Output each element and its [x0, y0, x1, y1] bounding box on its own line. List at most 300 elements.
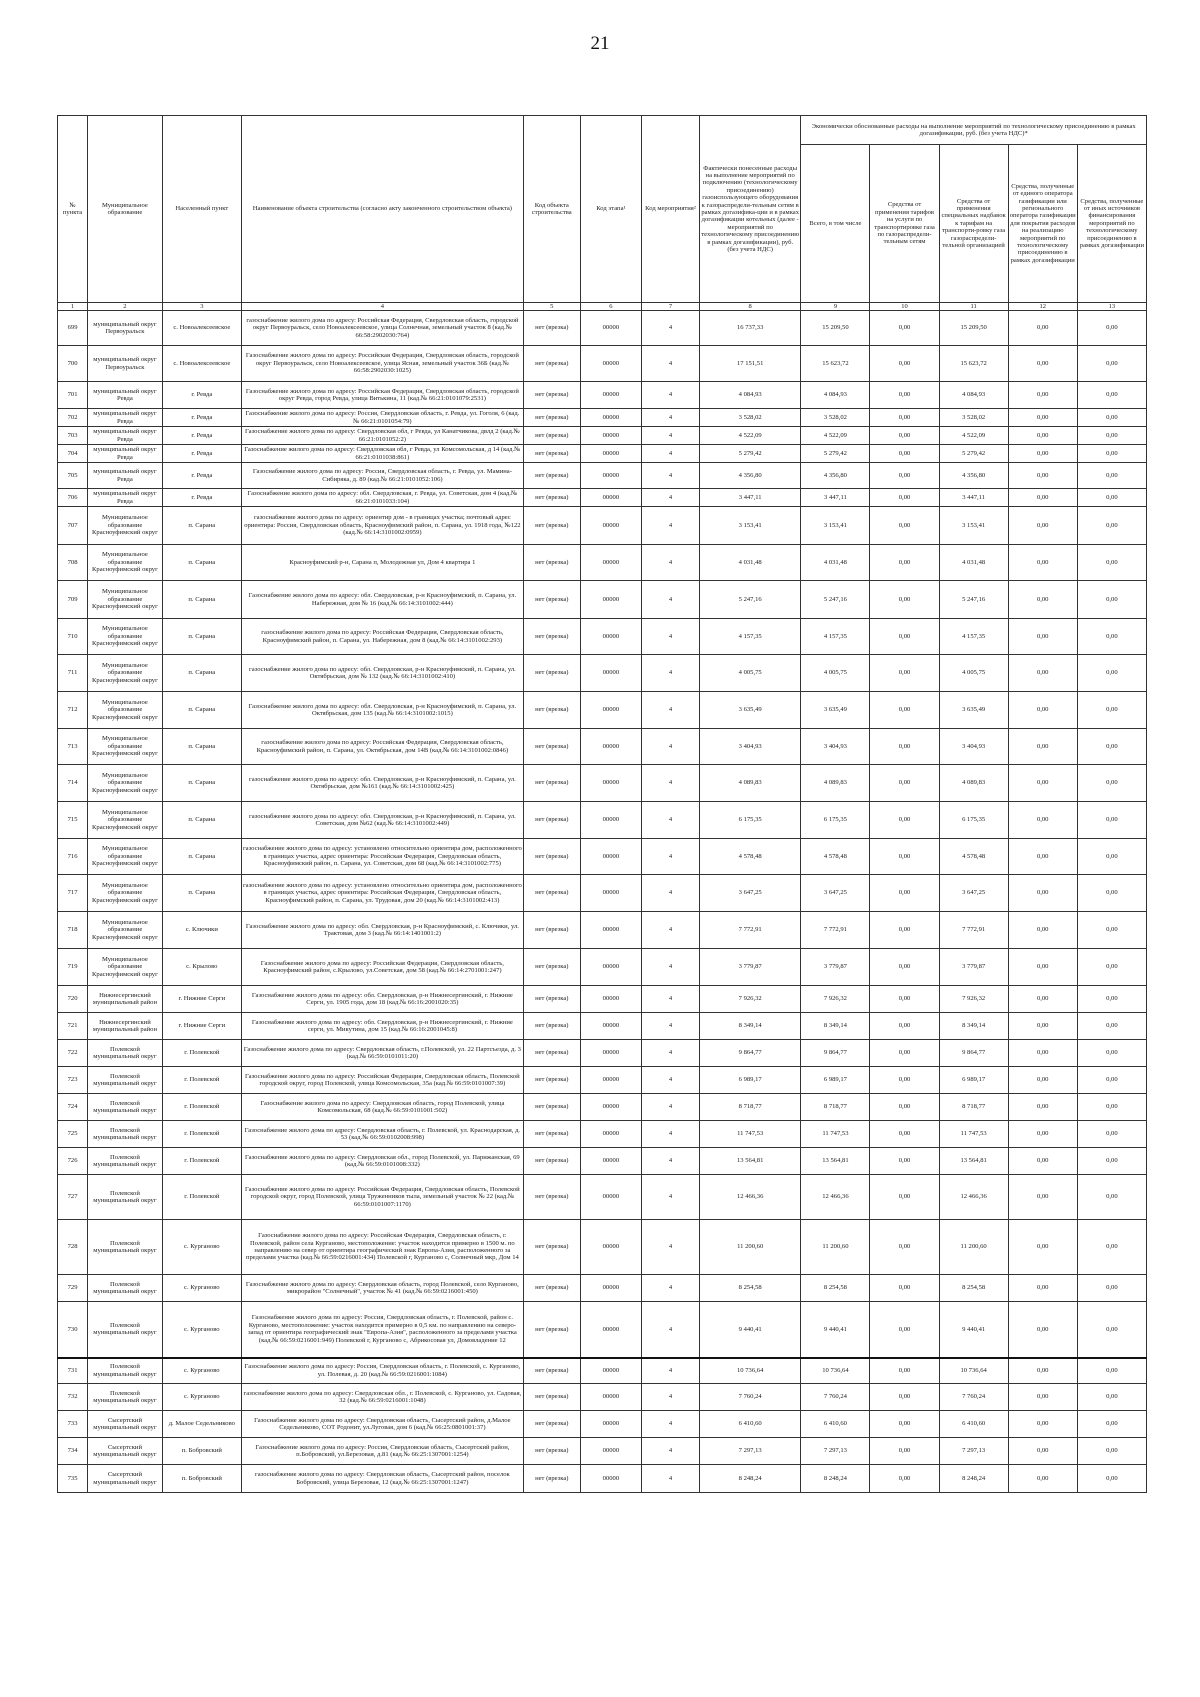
activity-code-cell: 4 [642, 765, 700, 802]
table-row [58, 346, 1147, 382]
object-code-cell: нет (врезка) [523, 986, 580, 1013]
municipality-cell: муниципальный округ Ревда [88, 489, 163, 507]
municipality-cell: муниципальный округ Первоуральск [88, 311, 163, 346]
object-code-cell: нет (врезка) [523, 1067, 580, 1094]
row-number-cell: 734 [58, 1438, 88, 1465]
total-costs-cell: 4 084,93 [801, 382, 870, 409]
actual-costs-cell: 4 578,48 [699, 839, 800, 875]
activity-code-cell: 4 [642, 1438, 700, 1465]
table-row [58, 949, 1147, 986]
other-sources-funds-cell: 0,00 [1077, 619, 1146, 655]
object-code-cell: нет (врезка) [523, 655, 580, 692]
stage-code-cell: 00000 [580, 1302, 641, 1358]
actual-costs-cell: 11 200,60 [699, 1220, 800, 1275]
column-number: 11 [939, 303, 1008, 311]
table-row [58, 1438, 1147, 1465]
single-operator-funds-cell: 0,00 [1008, 1148, 1077, 1175]
header-stage-code: Код этапа¹ [580, 116, 641, 303]
special-surcharge-funds-cell: 7 926,32 [939, 986, 1008, 1013]
settlement-cell: г. Ревда [162, 489, 241, 507]
object-code-cell: нет (врезка) [523, 346, 580, 382]
total-costs-cell: 3 404,93 [801, 729, 870, 765]
special-surcharge-funds-cell: 4 084,93 [939, 382, 1008, 409]
object-code-cell: нет (врезка) [523, 1275, 580, 1302]
object-name-cell: Газоснабжение жилого дома по адресу: Российская Федерация, Свердловская область, городской округ Первоуральск, село Новоалексеевское, улица Ясная, земельный участок 36Б (кад.№ 66:58:2902030:1025) [241, 346, 523, 382]
row-number-cell: 727 [58, 1175, 88, 1220]
single-operator-funds-cell: 0,00 [1008, 692, 1077, 729]
other-sources-funds-cell: 0,00 [1077, 1302, 1146, 1358]
total-costs-cell: 12 466,36 [801, 1175, 870, 1220]
object-name-cell: Газоснабжение жилого дома по адресу: Свердловская область, г.Полевской, ул. 22 Партсъезда, д. 3 (кад.№ 66:59:0101011:20) [241, 1040, 523, 1067]
settlement-cell: п. Бобровский [162, 1465, 241, 1493]
object-code-cell: нет (врезка) [523, 507, 580, 545]
header-group-title: Экономически обоснованные расходы на выполнение мероприятий по технологическому присоединению в рамках догазификации, руб. (без учета НДС)* [801, 116, 1147, 145]
table-row [58, 1302, 1147, 1358]
actual-costs-cell: 7 760,24 [699, 1384, 800, 1411]
transport-tariff-funds-cell: 0,00 [870, 1013, 939, 1040]
transport-tariff-funds-cell: 0,00 [870, 839, 939, 875]
single-operator-funds-cell: 0,00 [1008, 839, 1077, 875]
table-row [58, 619, 1147, 655]
municipality-cell: Нижнесергинский муниципальный район [88, 1013, 163, 1040]
row-number-cell: 730 [58, 1302, 88, 1358]
object-code-cell: нет (врезка) [523, 619, 580, 655]
single-operator-funds-cell: 0,00 [1008, 409, 1077, 427]
other-sources-funds-cell: 0,00 [1077, 1275, 1146, 1302]
special-surcharge-funds-cell: 9 864,77 [939, 1040, 1008, 1067]
transport-tariff-funds-cell: 0,00 [870, 692, 939, 729]
object-code-cell: нет (врезка) [523, 729, 580, 765]
transport-tariff-funds-cell: 0,00 [870, 1465, 939, 1493]
total-costs-cell: 3 153,41 [801, 507, 870, 545]
transport-tariff-funds-cell: 0,00 [870, 445, 939, 463]
total-costs-cell: 15 209,50 [801, 311, 870, 346]
stage-code-cell: 00000 [580, 445, 641, 463]
other-sources-funds-cell: 0,00 [1077, 346, 1146, 382]
other-sources-funds-cell: 0,00 [1077, 1094, 1146, 1121]
object-code-cell: нет (врезка) [523, 427, 580, 445]
row-number-cell: 731 [58, 1358, 88, 1384]
actual-costs-cell: 7 772,91 [699, 912, 800, 949]
object-name-cell: Газоснабжение жилого дома по адресу: обл. Свердловская, г. Ревда, ул. Советская, дом 4 (кад.№ 66:21:0101033:104) [241, 489, 523, 507]
object-name-cell: газоснабжение жилого дома по адресу: обл. Свердловская, р-н Красноуфимский, п. Сарана, ул. Октябрьская, дом №161 (кад.№ 66:14:3101002:425) [241, 765, 523, 802]
object-name-cell: Газоснабжение жилого дома по адресу: обл. Свердловская, р-н Красноуфимский, п. Сарана, ул. Октябрьская, дом 135 (кад.№ 66:14:3101002:1015) [241, 692, 523, 729]
activity-code-cell: 4 [642, 1220, 700, 1275]
total-costs-cell: 7 760,24 [801, 1384, 870, 1411]
object-name-cell: Газоснабжение жилого дома по адресу: Россия, Свердловская область, г. Полевской, район с. Курганово, местоположение: участок находится примерно в 0,5 км. по направлению на северо-запад от ориентира географический знак "Европа-Азия", расположенного за пределами участка (кад.№ 66:59:0216001:949) Полевской г, Курганово с, Абрикосовая ул, Домовладение 12 [241, 1302, 523, 1358]
special-surcharge-funds-cell: 6 989,17 [939, 1067, 1008, 1094]
actual-costs-cell: 8 254,58 [699, 1275, 800, 1302]
page-number: 21 [590, 33, 610, 54]
municipality-cell: Муниципальное образование Красноуфимский округ [88, 802, 163, 839]
object-name-cell: Газоснабжение жилого дома по адресу: Российская Федерация, Свердловская область, Красноуфимский район, с.Крылово, ул.Советская, дом 58 (кад.№ 66:14:2701001:247) [241, 949, 523, 986]
column-number: 7 [642, 303, 700, 311]
special-surcharge-funds-cell: 8 254,58 [939, 1275, 1008, 1302]
actual-costs-cell: 11 747,53 [699, 1121, 800, 1148]
special-surcharge-funds-cell: 9 440,41 [939, 1302, 1008, 1358]
special-surcharge-funds-cell: 4 157,35 [939, 619, 1008, 655]
transport-tariff-funds-cell: 0,00 [870, 949, 939, 986]
other-sources-funds-cell: 0,00 [1077, 692, 1146, 729]
transport-tariff-funds-cell: 0,00 [870, 346, 939, 382]
single-operator-funds-cell: 0,00 [1008, 986, 1077, 1013]
actual-costs-cell: 6 410,60 [699, 1411, 800, 1438]
object-code-cell: нет (врезка) [523, 1220, 580, 1275]
stage-code-cell: 00000 [580, 1411, 641, 1438]
settlement-cell: с. Крылово [162, 949, 241, 986]
object-code-cell: нет (врезка) [523, 1358, 580, 1384]
transport-tariff-funds-cell: 0,00 [870, 1384, 939, 1411]
object-code-cell: нет (врезка) [523, 545, 580, 581]
settlement-cell: г. Ревда [162, 409, 241, 427]
settlement-cell: с. Курганово [162, 1302, 241, 1358]
object-name-cell: газоснабжение жилого дома по адресу: обл. Свердловская, р-н Красноуфимский, п. Сарана, ул. Октябрьская, дом № 132 (кад.№ 66:14:3101002:410) [241, 655, 523, 692]
object-name-cell: Газоснабжение жилого дома по адресу: обл. Свердловская, р-н Красноуфимский, с. Ключики, ул. Трактовая, дом 3 (кад.№ 66:14:1401001:2) [241, 912, 523, 949]
total-costs-cell: 7 772,91 [801, 912, 870, 949]
single-operator-funds-cell: 0,00 [1008, 545, 1077, 581]
activity-code-cell: 4 [642, 619, 700, 655]
single-operator-funds-cell: 0,00 [1008, 765, 1077, 802]
activity-code-cell: 4 [642, 445, 700, 463]
special-surcharge-funds-cell: 4 522,09 [939, 427, 1008, 445]
special-surcharge-funds-cell: 3 153,41 [939, 507, 1008, 545]
actual-costs-cell: 4 005,75 [699, 655, 800, 692]
total-costs-cell: 4 356,80 [801, 463, 870, 489]
stage-code-cell: 00000 [580, 427, 641, 445]
special-surcharge-funds-cell: 4 005,75 [939, 655, 1008, 692]
municipality-cell: муниципальный округ Ревда [88, 463, 163, 489]
table-row [58, 1411, 1147, 1438]
row-number-cell: 711 [58, 655, 88, 692]
stage-code-cell: 00000 [580, 489, 641, 507]
other-sources-funds-cell: 0,00 [1077, 463, 1146, 489]
settlement-cell: г. Полевской [162, 1067, 241, 1094]
settlement-cell: п. Сарана [162, 619, 241, 655]
object-code-cell: нет (врезка) [523, 1013, 580, 1040]
header-other-sources: Средства, полученные от иных источников финансирования мероприятий по технологическому присоединению в рамках догазификации [1077, 145, 1146, 303]
municipality-cell: Полевской муниципальный округ [88, 1094, 163, 1121]
transport-tariff-funds-cell: 0,00 [870, 463, 939, 489]
municipality-cell: Полевской муниципальный округ [88, 1121, 163, 1148]
object-name-cell: Газоснабжение жилого дома по адресу: Свердловская область, Сысертский район, д.Малое Седельниково, СОТ Родонит, ул.Луговая, дом 6 (кад.№ 66:25:0801001:37) [241, 1411, 523, 1438]
special-surcharge-funds-cell: 7 760,24 [939, 1384, 1008, 1411]
stage-code-cell: 00000 [580, 1438, 641, 1465]
settlement-cell: г. Нижние Серги [162, 986, 241, 1013]
row-number-cell: 728 [58, 1220, 88, 1275]
object-code-cell: нет (врезка) [523, 463, 580, 489]
total-costs-cell: 7 926,32 [801, 986, 870, 1013]
row-number-cell: 709 [58, 581, 88, 619]
total-costs-cell: 9 440,41 [801, 1302, 870, 1358]
activity-code-cell: 4 [642, 1358, 700, 1384]
stage-code-cell: 00000 [580, 729, 641, 765]
stage-code-cell: 00000 [580, 949, 641, 986]
table-row [58, 875, 1147, 912]
object-name-cell: Газоснабжение жилого дома по адресу: обл. Свердловская, р-н Нижнесергинский, г. Нижние серги, ул. Микутина, дом 15 (кад.№ 66:16:2001045:8) [241, 1013, 523, 1040]
single-operator-funds-cell: 0,00 [1008, 912, 1077, 949]
activity-code-cell: 4 [642, 729, 700, 765]
transport-tariff-funds-cell: 0,00 [870, 912, 939, 949]
single-operator-funds-cell: 0,00 [1008, 875, 1077, 912]
table-row [58, 382, 1147, 409]
single-operator-funds-cell: 0,00 [1008, 619, 1077, 655]
activity-code-cell: 4 [642, 802, 700, 839]
stage-code-cell: 00000 [580, 1148, 641, 1175]
actual-costs-cell: 9 440,41 [699, 1302, 800, 1358]
special-surcharge-funds-cell: 12 466,36 [939, 1175, 1008, 1220]
transport-tariff-funds-cell: 0,00 [870, 1067, 939, 1094]
column-number: 2 [88, 303, 163, 311]
activity-code-cell: 4 [642, 409, 700, 427]
stage-code-cell: 00000 [580, 1013, 641, 1040]
actual-costs-cell: 3 447,11 [699, 489, 800, 507]
other-sources-funds-cell: 0,00 [1077, 1411, 1146, 1438]
activity-code-cell: 4 [642, 839, 700, 875]
activity-code-cell: 4 [642, 986, 700, 1013]
row-number-cell: 729 [58, 1275, 88, 1302]
stage-code-cell: 00000 [580, 1094, 641, 1121]
row-number-cell: 722 [58, 1040, 88, 1067]
municipality-cell: Полевской муниципальный округ [88, 1175, 163, 1220]
row-number-cell: 713 [58, 729, 88, 765]
object-code-cell: нет (врезка) [523, 1148, 580, 1175]
special-surcharge-funds-cell: 6 175,35 [939, 802, 1008, 839]
other-sources-funds-cell: 0,00 [1077, 802, 1146, 839]
municipality-cell: Муниципальное образование Красноуфимский округ [88, 912, 163, 949]
other-sources-funds-cell: 0,00 [1077, 445, 1146, 463]
transport-tariff-funds-cell: 0,00 [870, 1302, 939, 1358]
activity-code-cell: 4 [642, 427, 700, 445]
special-surcharge-funds-cell: 3 779,87 [939, 949, 1008, 986]
settlement-cell: п. Сарана [162, 581, 241, 619]
actual-costs-cell: 7 926,32 [699, 986, 800, 1013]
table-row [58, 1220, 1147, 1275]
settlement-cell: г. Полевской [162, 1148, 241, 1175]
total-costs-cell: 3 647,25 [801, 875, 870, 912]
other-sources-funds-cell: 0,00 [1077, 382, 1146, 409]
total-costs-cell: 9 864,77 [801, 1040, 870, 1067]
activity-code-cell: 4 [642, 346, 700, 382]
stage-code-cell: 00000 [580, 912, 641, 949]
total-costs-cell: 11 747,53 [801, 1121, 870, 1148]
object-name-cell: Газоснабжение жилого дома по адресу: Россия, Свердловская область, г. Ревда, ул. Гоголя, 6 (кад.№ 66:21:0101054:79) [241, 409, 523, 427]
total-costs-cell: 6 175,35 [801, 802, 870, 839]
table-row [58, 729, 1147, 765]
settlement-cell: г. Нижние Серги [162, 1013, 241, 1040]
single-operator-funds-cell: 0,00 [1008, 1302, 1077, 1358]
total-costs-cell: 10 736,64 [801, 1358, 870, 1384]
row-number-cell: 725 [58, 1121, 88, 1148]
total-costs-cell: 6 410,60 [801, 1411, 870, 1438]
activity-code-cell: 4 [642, 1302, 700, 1358]
other-sources-funds-cell: 0,00 [1077, 765, 1146, 802]
other-sources-funds-cell: 0,00 [1077, 1040, 1146, 1067]
municipality-cell: Муниципальное образование Красноуфимский округ [88, 765, 163, 802]
activity-code-cell: 4 [642, 1275, 700, 1302]
settlement-cell: г. Полевской [162, 1040, 241, 1067]
object-name-cell: газоснабжение жилого дома по адресу: Российская Федерация, Свердловская область, Красноуфимский район, п. Сарана, ул. Набережная, дом 8 (кад.№ 66:14:3101002:293) [241, 619, 523, 655]
table-header [58, 116, 1147, 311]
stage-code-cell: 00000 [580, 986, 641, 1013]
total-costs-cell: 8 349,14 [801, 1013, 870, 1040]
special-surcharge-funds-cell: 3 635,49 [939, 692, 1008, 729]
object-name-cell: Газоснабжение жилого дома по адресу: Россия, Свердловская область, г. Ревда, ул. Мамина-Сибиряка, д. 89 (кад.№ 66:21:0101052:106) [241, 463, 523, 489]
settlement-cell: п. Сарана [162, 655, 241, 692]
actual-costs-cell: 3 528,02 [699, 409, 800, 427]
other-sources-funds-cell: 0,00 [1077, 1438, 1146, 1465]
single-operator-funds-cell: 0,00 [1008, 949, 1077, 986]
municipality-cell: Полевской муниципальный округ [88, 1220, 163, 1275]
special-surcharge-funds-cell: 7 297,13 [939, 1438, 1008, 1465]
transport-tariff-funds-cell: 0,00 [870, 729, 939, 765]
total-costs-cell: 5 279,42 [801, 445, 870, 463]
stage-code-cell: 00000 [580, 581, 641, 619]
stage-code-cell: 00000 [580, 507, 641, 545]
row-number-cell: 720 [58, 986, 88, 1013]
actual-costs-cell: 6 175,35 [699, 802, 800, 839]
settlement-cell: п. Сарана [162, 875, 241, 912]
single-operator-funds-cell: 0,00 [1008, 346, 1077, 382]
table-row [58, 1040, 1147, 1067]
object-name-cell: газоснабжение жилого дома по адресу: Свердловская область, Сысертский район, поселок Бобровский, улица Березовая, 12 (кад.№ 66:25:1307001:1247) [241, 1465, 523, 1493]
single-operator-funds-cell: 0,00 [1008, 1094, 1077, 1121]
activity-code-cell: 4 [642, 1465, 700, 1493]
row-number-cell: 701 [58, 382, 88, 409]
settlement-cell: г. Полевской [162, 1094, 241, 1121]
row-number-cell: 733 [58, 1411, 88, 1438]
transport-tariff-funds-cell: 0,00 [870, 489, 939, 507]
settlement-cell: п. Сарана [162, 839, 241, 875]
special-surcharge-funds-cell: 13 564,81 [939, 1148, 1008, 1175]
municipality-cell: муниципальный округ Ревда [88, 409, 163, 427]
actual-costs-cell: 4 089,83 [699, 765, 800, 802]
header-transport-tariff: Средства от применения тарифов на услуги по транспортировке газа по газораспредели-тельным сетям [870, 145, 939, 303]
actual-costs-cell: 8 349,14 [699, 1013, 800, 1040]
stage-code-cell: 00000 [580, 545, 641, 581]
stage-code-cell: 00000 [580, 382, 641, 409]
table-row [58, 507, 1147, 545]
object-code-cell: нет (врезка) [523, 1121, 580, 1148]
table-row [58, 545, 1147, 581]
municipality-cell: Муниципальное образование Красноуфимский округ [88, 729, 163, 765]
total-costs-cell: 3 779,87 [801, 949, 870, 986]
row-number-cell: 717 [58, 875, 88, 912]
stage-code-cell: 00000 [580, 1358, 641, 1384]
object-code-cell: нет (врезка) [523, 1094, 580, 1121]
municipality-cell: Сысертский муниципальный округ [88, 1438, 163, 1465]
special-surcharge-funds-cell: 11 747,53 [939, 1121, 1008, 1148]
object-name-cell: газоснабжение жилого дома по адресу: Российская Федерация, Свердловская область, городской округ Первоуральск, село Новоалексеевское, улица Солнечная, земельный участок 8 (кад.№ 66:58:2902030:764) [241, 311, 523, 346]
other-sources-funds-cell: 0,00 [1077, 1358, 1146, 1384]
row-number-cell: 732 [58, 1384, 88, 1411]
municipality-cell: Полевской муниципальный округ [88, 1302, 163, 1358]
other-sources-funds-cell: 0,00 [1077, 912, 1146, 949]
table-row [58, 445, 1147, 463]
other-sources-funds-cell: 0,00 [1077, 729, 1146, 765]
settlement-cell: с. Новоалексеевское [162, 346, 241, 382]
total-costs-cell: 8 718,77 [801, 1094, 870, 1121]
other-sources-funds-cell: 0,00 [1077, 489, 1146, 507]
single-operator-funds-cell: 0,00 [1008, 445, 1077, 463]
stage-code-cell: 00000 [580, 311, 641, 346]
total-costs-cell: 8 254,58 [801, 1275, 870, 1302]
other-sources-funds-cell: 0,00 [1077, 1013, 1146, 1040]
municipality-cell: Сысертский муниципальный округ [88, 1411, 163, 1438]
special-surcharge-funds-cell: 4 356,80 [939, 463, 1008, 489]
settlement-cell: с. Новоалексеевское [162, 311, 241, 346]
actual-costs-cell: 8 718,77 [699, 1094, 800, 1121]
municipality-cell: муниципальный округ Ревда [88, 427, 163, 445]
total-costs-cell: 4 157,35 [801, 619, 870, 655]
settlement-cell: г. Полевской [162, 1175, 241, 1220]
transport-tariff-funds-cell: 0,00 [870, 765, 939, 802]
header-municipality: Муниципальное образование [88, 116, 163, 303]
municipality-cell: Полевской муниципальный округ [88, 1040, 163, 1067]
other-sources-funds-cell: 0,00 [1077, 839, 1146, 875]
actual-costs-cell: 6 989,17 [699, 1067, 800, 1094]
actual-costs-cell: 5 279,42 [699, 445, 800, 463]
single-operator-funds-cell: 0,00 [1008, 1220, 1077, 1275]
actual-costs-cell: 12 466,36 [699, 1175, 800, 1220]
table-row [58, 1067, 1147, 1094]
stage-code-cell: 00000 [580, 875, 641, 912]
total-costs-cell: 3 635,49 [801, 692, 870, 729]
other-sources-funds-cell: 0,00 [1077, 1384, 1146, 1411]
header-settlement: Населенный пункт [162, 116, 241, 303]
table-row [58, 409, 1147, 427]
row-number-cell: 712 [58, 692, 88, 729]
stage-code-cell: 00000 [580, 1384, 641, 1411]
settlement-cell: п. Сарана [162, 545, 241, 581]
actual-costs-cell: 9 864,77 [699, 1040, 800, 1067]
transport-tariff-funds-cell: 0,00 [870, 1121, 939, 1148]
special-surcharge-funds-cell: 8 718,77 [939, 1094, 1008, 1121]
settlement-cell: г. Ревда [162, 427, 241, 445]
settlement-cell: г. Ревда [162, 463, 241, 489]
stage-code-cell: 00000 [580, 619, 641, 655]
header-actual-costs: Фактически понесенные расходы на выполнение мероприятий по подключению (технологическому присоединению) газоиспользующего оборудования к газораспредели-тельным сетям в рамках догазифика-ции и в рамках догазификации котельных (далее - мероприятий по технологическому присоединению в рамках догазификации), руб. (без учета НДС) [699, 116, 800, 303]
activity-code-cell: 4 [642, 692, 700, 729]
header-object-name: Наименование объекта строительства (согласно акту законченного строительством объекта) [241, 116, 523, 303]
special-surcharge-funds-cell: 15 209,50 [939, 311, 1008, 346]
activity-code-cell: 4 [642, 545, 700, 581]
row-number-cell: 707 [58, 507, 88, 545]
gasification-costs-table-container [57, 115, 1147, 1493]
settlement-cell: п. Сарана [162, 765, 241, 802]
transport-tariff-funds-cell: 0,00 [870, 409, 939, 427]
special-surcharge-funds-cell: 15 623,72 [939, 346, 1008, 382]
single-operator-funds-cell: 0,00 [1008, 802, 1077, 839]
transport-tariff-funds-cell: 0,00 [870, 311, 939, 346]
single-operator-funds-cell: 0,00 [1008, 1384, 1077, 1411]
single-operator-funds-cell: 0,00 [1008, 1121, 1077, 1148]
municipality-cell: Муниципальное образование Красноуфимский округ [88, 619, 163, 655]
table-row [58, 1121, 1147, 1148]
actual-costs-cell: 4 031,48 [699, 545, 800, 581]
stage-code-cell: 00000 [580, 765, 641, 802]
other-sources-funds-cell: 0,00 [1077, 875, 1146, 912]
settlement-cell: с. Курганово [162, 1384, 241, 1411]
municipality-cell: Муниципальное образование Красноуфимский округ [88, 839, 163, 875]
single-operator-funds-cell: 0,00 [1008, 507, 1077, 545]
total-costs-cell: 4 089,83 [801, 765, 870, 802]
activity-code-cell: 4 [642, 489, 700, 507]
stage-code-cell: 00000 [580, 802, 641, 839]
activity-code-cell: 4 [642, 311, 700, 346]
actual-costs-cell: 3 404,93 [699, 729, 800, 765]
transport-tariff-funds-cell: 0,00 [870, 986, 939, 1013]
municipality-cell: Муниципальное образование Красноуфимский округ [88, 692, 163, 729]
